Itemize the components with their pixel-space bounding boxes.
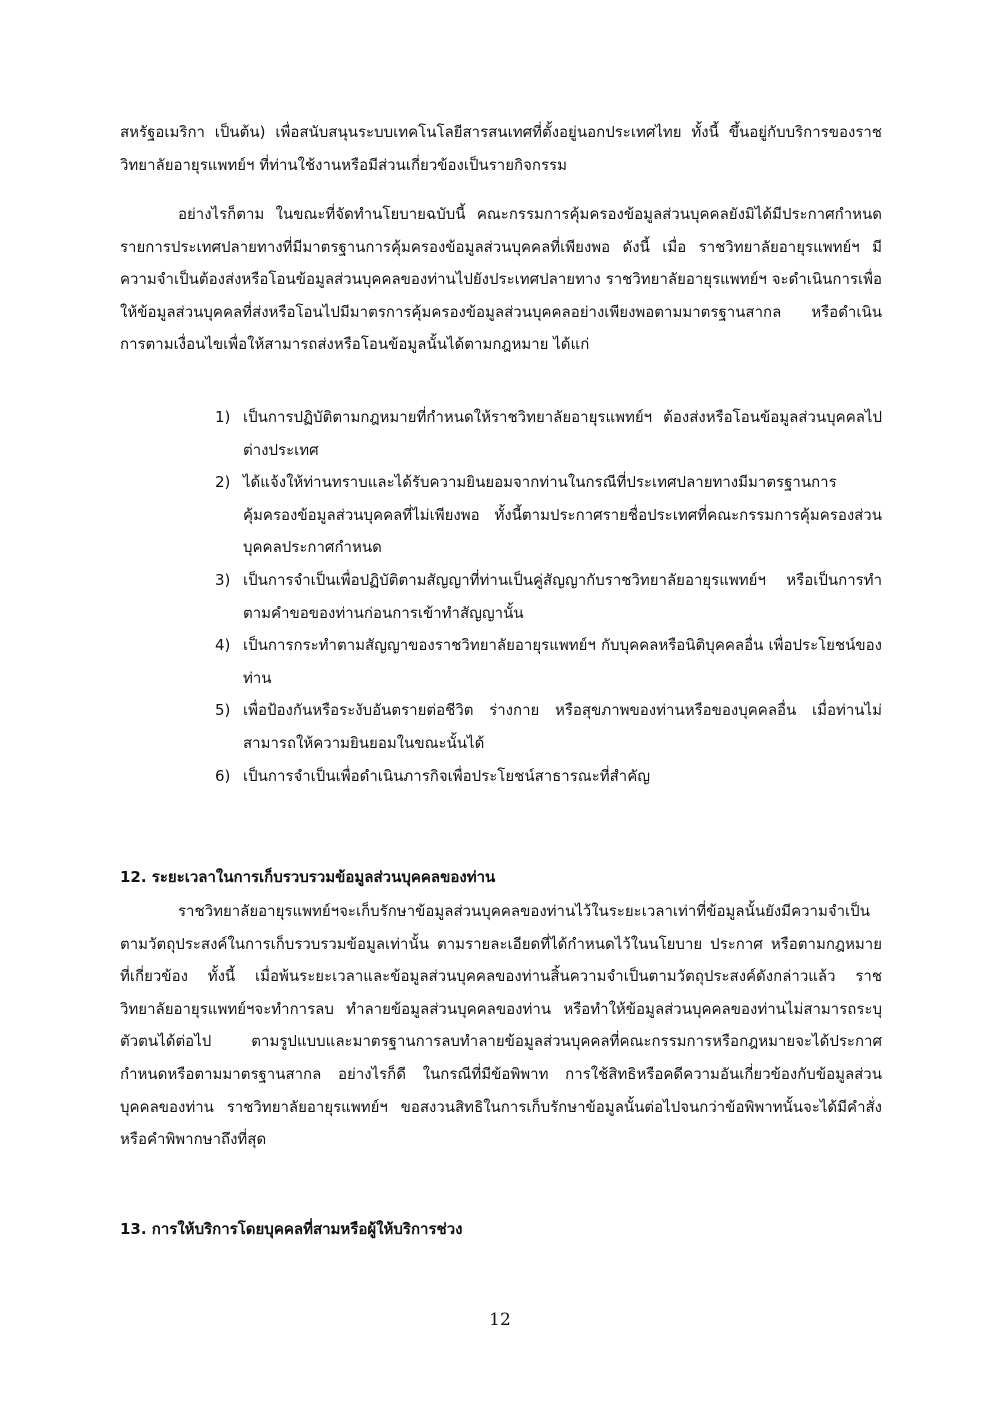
list-item xyxy=(215,401,882,466)
list-item xyxy=(215,466,882,564)
list-item-text: เพื่อป้องกันหรือระงับอันตรายต่อชีวิต ร่างกาย หรือสุขภาพของท่านหรือของบุคคลอื่น เมื่อท่านไม่สามารถให้ความยินยอมในขณะนั้นได้ xyxy=(243,701,882,752)
conditions-list xyxy=(215,401,882,792)
list-item xyxy=(215,629,882,694)
list-item-number: 4) xyxy=(215,636,231,655)
list-item-text: เป็นการกระทำตามสัญญาของราชวิทยาลัยอายุรแพทย์ฯ กับบุคคลหรือนิติบุคคลอื่น เพื่อประโยชน์ของท่าน xyxy=(243,636,882,687)
list-item-number: 2) xyxy=(215,473,231,492)
section-12-body: ราชวิทยาลัยอายุรแพทย์ฯจะเก็บรักษาข้อมูลส่วนบุคคลของท่านไว้ในระยะเวลาเท่าที่ข้อมูลนั้นยังมีความจำเป็นตามวัตถุประสงค์ในการเก็บรวบรวมข้อมูลเท่านั้น ตามรายละเอียดที่ได้กำหนดไว้ในนโยบาย ประกาศ หรือตามกฎหมายที่เกี่ยวข้อง ทั้งนี้ เมื่อพ้นระยะเวลาและข้อมูลส่วนบุคคลของท่านสิ้นความจำเป็นตามวัตถุประสงค์ดังกล่าวแล้ว ราชวิทยาลัยอายุรแพทย์ฯจะทำการลบ ทำลายข้อมูลส่วนบุคคลของท่าน หรือทำให้ข้อมูลส่วนบุคคลของท่านไม่สามารถระบุตัวตนได้ต่อไป ตามรูปแบบและมาตรฐานการลบทำลายข้อมูลส่วนบุคคลที่คณะกรรมการหรือกฎหมายจะได้ประกาศกำหนดหรือตามมาตรฐานสากล อย่างไรก็ดี ในกรณีที่มีข้อพิพาท การใช้สิทธิหรือคดีความอันเกี่ยวข้องกับข้อมูลส่วนบุคคลของท่าน ราชวิทยาลัยอายุรแพทย์ฯ ขอสงวนสิทธิในการเก็บรักษาข้อมูลนั้นต่อไปจนกว่าข้อพิพาทนั้นจะได้มีคำสั่งหรือคำพิพากษาถึงที่สุด xyxy=(120,902,882,1149)
section-13-heading: 13. การให้บริการโดยบุคคลที่สามหรือผู้ให้บริการช่วง xyxy=(120,1220,463,1238)
list-item xyxy=(215,564,882,629)
section-12-heading: 12. ระยะเวลาในการเก็บรวบรวมข้อมูลส่วนบุคคลของท่าน xyxy=(120,868,496,886)
list-item-number: 5) xyxy=(215,701,231,720)
paragraph-transfer-conditions: อย่างไรก็ตาม ในขณะที่จัดทำนโยบายฉบับนี้ คณะกรรมการคุ้มครองข้อมูลส่วนบุคคลยังมิได้มีประกาศกำหนดรายการประเทศปลายทางที่มีมาตรฐานการคุ้มครองข้อมูลส่วนบุคคลที่เพียงพอ ดังนี้ เมื่อ ราชวิทยาลัยอายุรแพทย์ฯ มีความจำเป็นต้องส่งหรือโอนข้อมูลส่วนบุคคลของท่านไปยังประเทศปลายทาง ราชวิทยาลัยอายุรแพทย์ฯ จะดำเนินการเพื่อให้ข้อมูลส่วนบุคคลที่ส่งหรือโอนไปมีมาตรการคุ้มครองข้อมูลส่วนบุคคลอย่างเพียงพอตามมาตรฐานสากล หรือดำเนินการตามเงื่อนไขเพื่อให้สามารถส่งหรือโอนข้อมูลนั้นได้ตามกฎหมาย ได้แก่ xyxy=(120,205,882,354)
list-item-text: เป็นการปฏิบัติตามกฎหมายที่กำหนดให้ราชวิทยาลัยอายุรแพทย์ฯ ต้องส่งหรือโอนข้อมูลส่วนบุคคลไปต่างประเทศ xyxy=(243,408,882,459)
list-item-number: 1) xyxy=(215,408,231,426)
list-item-text: เป็นการจำเป็นเพื่อปฏิบัติตามสัญญาที่ท่านเป็นคู่สัญญากับราชวิทยาลัยอายุรแพทย์ฯ หรือเป็นการทำตามคำขอของท่านก่อนการเข้าทำสัญญานั้น xyxy=(243,570,882,622)
paragraph-transfer-intro: สหรัฐอเมริกา เป็นต้น) เพื่อสนับสนุนระบบเทคโนโลยีสารสนเทศที่ตั้งอยู่นอกประเทศไทย ทั้งนี้ ขึ้นอยู่กับบริการของราชวิทยาลัยอายุรแพทย์ฯ ที่ท่านใช้งานหรือมีส่วนเกี่ยวข้องเป็นรายกิจกรรม xyxy=(120,123,882,174)
list-item-text: ได้แจ้งให้ท่านทราบและได้รับความยินยอมจากท่านในกรณีที่ประเทศปลายทางมีมาตรฐานการคุ้มครองข้อมูลส่วนบุคคลที่ไม่เพียงพอ ทั้งนี้ตามประกาศรายชื่อประเทศที่คณะกรรมการคุ้มครองส่วนบุคคลประกาศกำหนด xyxy=(243,473,882,557)
list-item-number: 6) xyxy=(215,766,231,785)
list-item xyxy=(215,760,882,793)
list-item-text: เป็นการจำเป็นเพื่อดำเนินภารกิจเพื่อประโยชน์สาธารณะที่สำคัญ xyxy=(243,766,651,785)
list-item xyxy=(215,694,882,759)
list-item-number: 3) xyxy=(215,570,231,589)
page-number: 12 xyxy=(489,1310,511,1330)
